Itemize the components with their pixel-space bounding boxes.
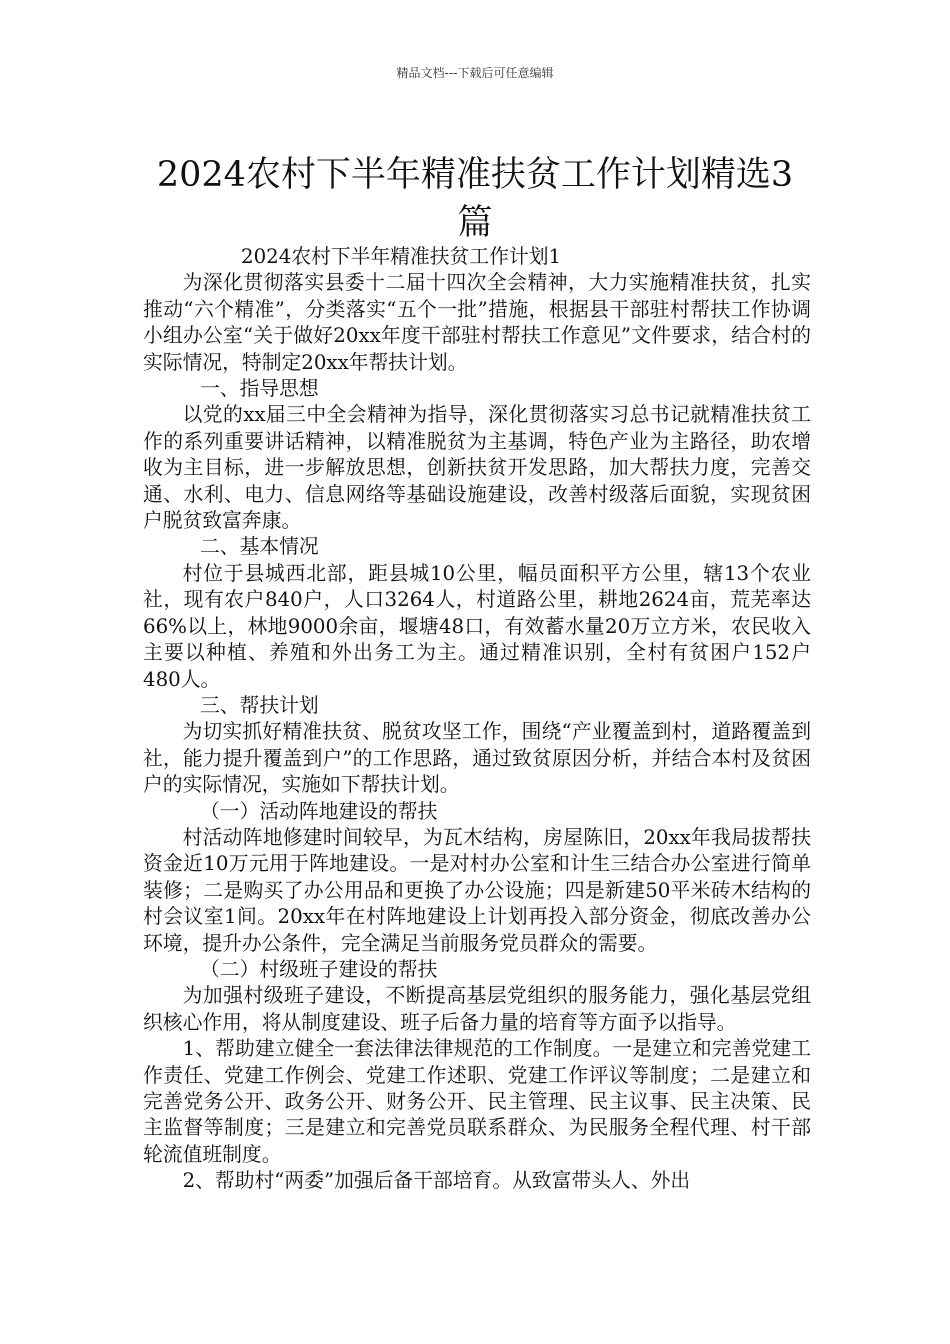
paragraph-village-team: 为加强村级班子建设，不断提高基层党组织的服务能力，强化基层党组织核心作用，将从制度建设、班子后备力量的培育等方面予以指导。: [143, 984, 811, 1034]
document-body: [143, 244, 811, 1195]
paragraph-activity-base: 村活动阵地修建时间较早，为瓦木结构，房屋陈旧，20xx年我局拔帮扶资金近10万元用于阵地建设。一是对村办公室和计生三结合办公室进行简单装修；二是购买了办公用品和更换了办公设施；四是新建50平米砖木结构的村会议室1间。20xx年在村阵地建设上计划再投入部分资金，彻底改善办公环境，提升办公条件，完全满足当前服务党员群众的需要。: [143, 825, 811, 955]
paragraph-guiding-ideology: 以党的xx届三中全会精神为指导，深化贯彻落实习总书记就精准扶贫工作的系列重要讲话精神，以精准脱贫为主基调，特色产业为主路径，助农增收为主目标，进一步解放思想，创新扶贫开发思路，加大帮扶力度，完善交通、水利、电力、信息网络等基础设施建设，改善村级落后面貌，实现贫困户脱贫致富奔康。: [143, 403, 811, 533]
paragraph-assistance-plan: 为切实抓好精准扶贫、脱贫攻坚工作，围绕“产业覆盖到村，道路覆盖到社，能力提升覆盖到户”的工作思路，通过致贫原因分析，并结合本村及贫困户的实际情况，实施如下帮扶计划。: [143, 720, 811, 797]
section-subtitle: 2024农村下半年精准扶贫工作计划1: [241, 245, 562, 268]
page-header-note: 精品文档---下载后可任意编辑: [396, 66, 554, 80]
heading-basic-situation: 二、基本情况: [200, 535, 319, 559]
paragraph-basic-situation: 村位于县城西北部，距县城10公里，幅员面积平方公里，辖13个农业社，现有农户840户，人口3264人，村道路公里，耕地2624亩，荒芜率达66%以上，林地9000余亩，堰塘48口，有效蓄水量20万立方米，农民收入主要以种植、养殖和外出务工为主。通过精准识别，全村有贫困户152户480人。: [143, 561, 811, 691]
subheading-activity-base: （一）活动阵地建设的帮扶: [200, 799, 438, 823]
subheading-village-team: （二）村级班子建设的帮扶: [200, 957, 438, 981]
paragraph-reserve-cadres: 2、帮助村“两委”加强后备干部培育。从致富带头人、外出: [182, 1169, 691, 1193]
paragraph-intro: 为深化贯彻落实县委十二届十四次全会精神，大力实施精准扶贫，扎实推动“六个精准”，分类落实“五个一批”措施，根据县干部驻村帮扶工作协调小组办公室“关于做好20xx年度干部驻村帮扶工作意见”文件要求，结合村的实际情况，特制定20xx年帮扶计划。: [143, 271, 811, 374]
document-title: 2024农村下半年精准扶贫工作计划精选3篇: [156, 155, 794, 244]
paragraph-work-system: 1、帮助建立健全一套法律法律规范的工作制度。一是建立和完善党建工作责任、党建工作例会、党建工作述职、党建工作评议等制度；二是建立和完善党务公开、政务公开、财务公开、民主管理、民主议事、民主决策、民主监督等制度；三是建立和完善党员联系群众、为民服务全程代理、村干部轮流值班制度。: [143, 1037, 811, 1166]
heading-guiding-ideology: 一、指导思想: [200, 377, 319, 401]
heading-assistance-plan: 三、帮扶计划: [200, 693, 319, 717]
